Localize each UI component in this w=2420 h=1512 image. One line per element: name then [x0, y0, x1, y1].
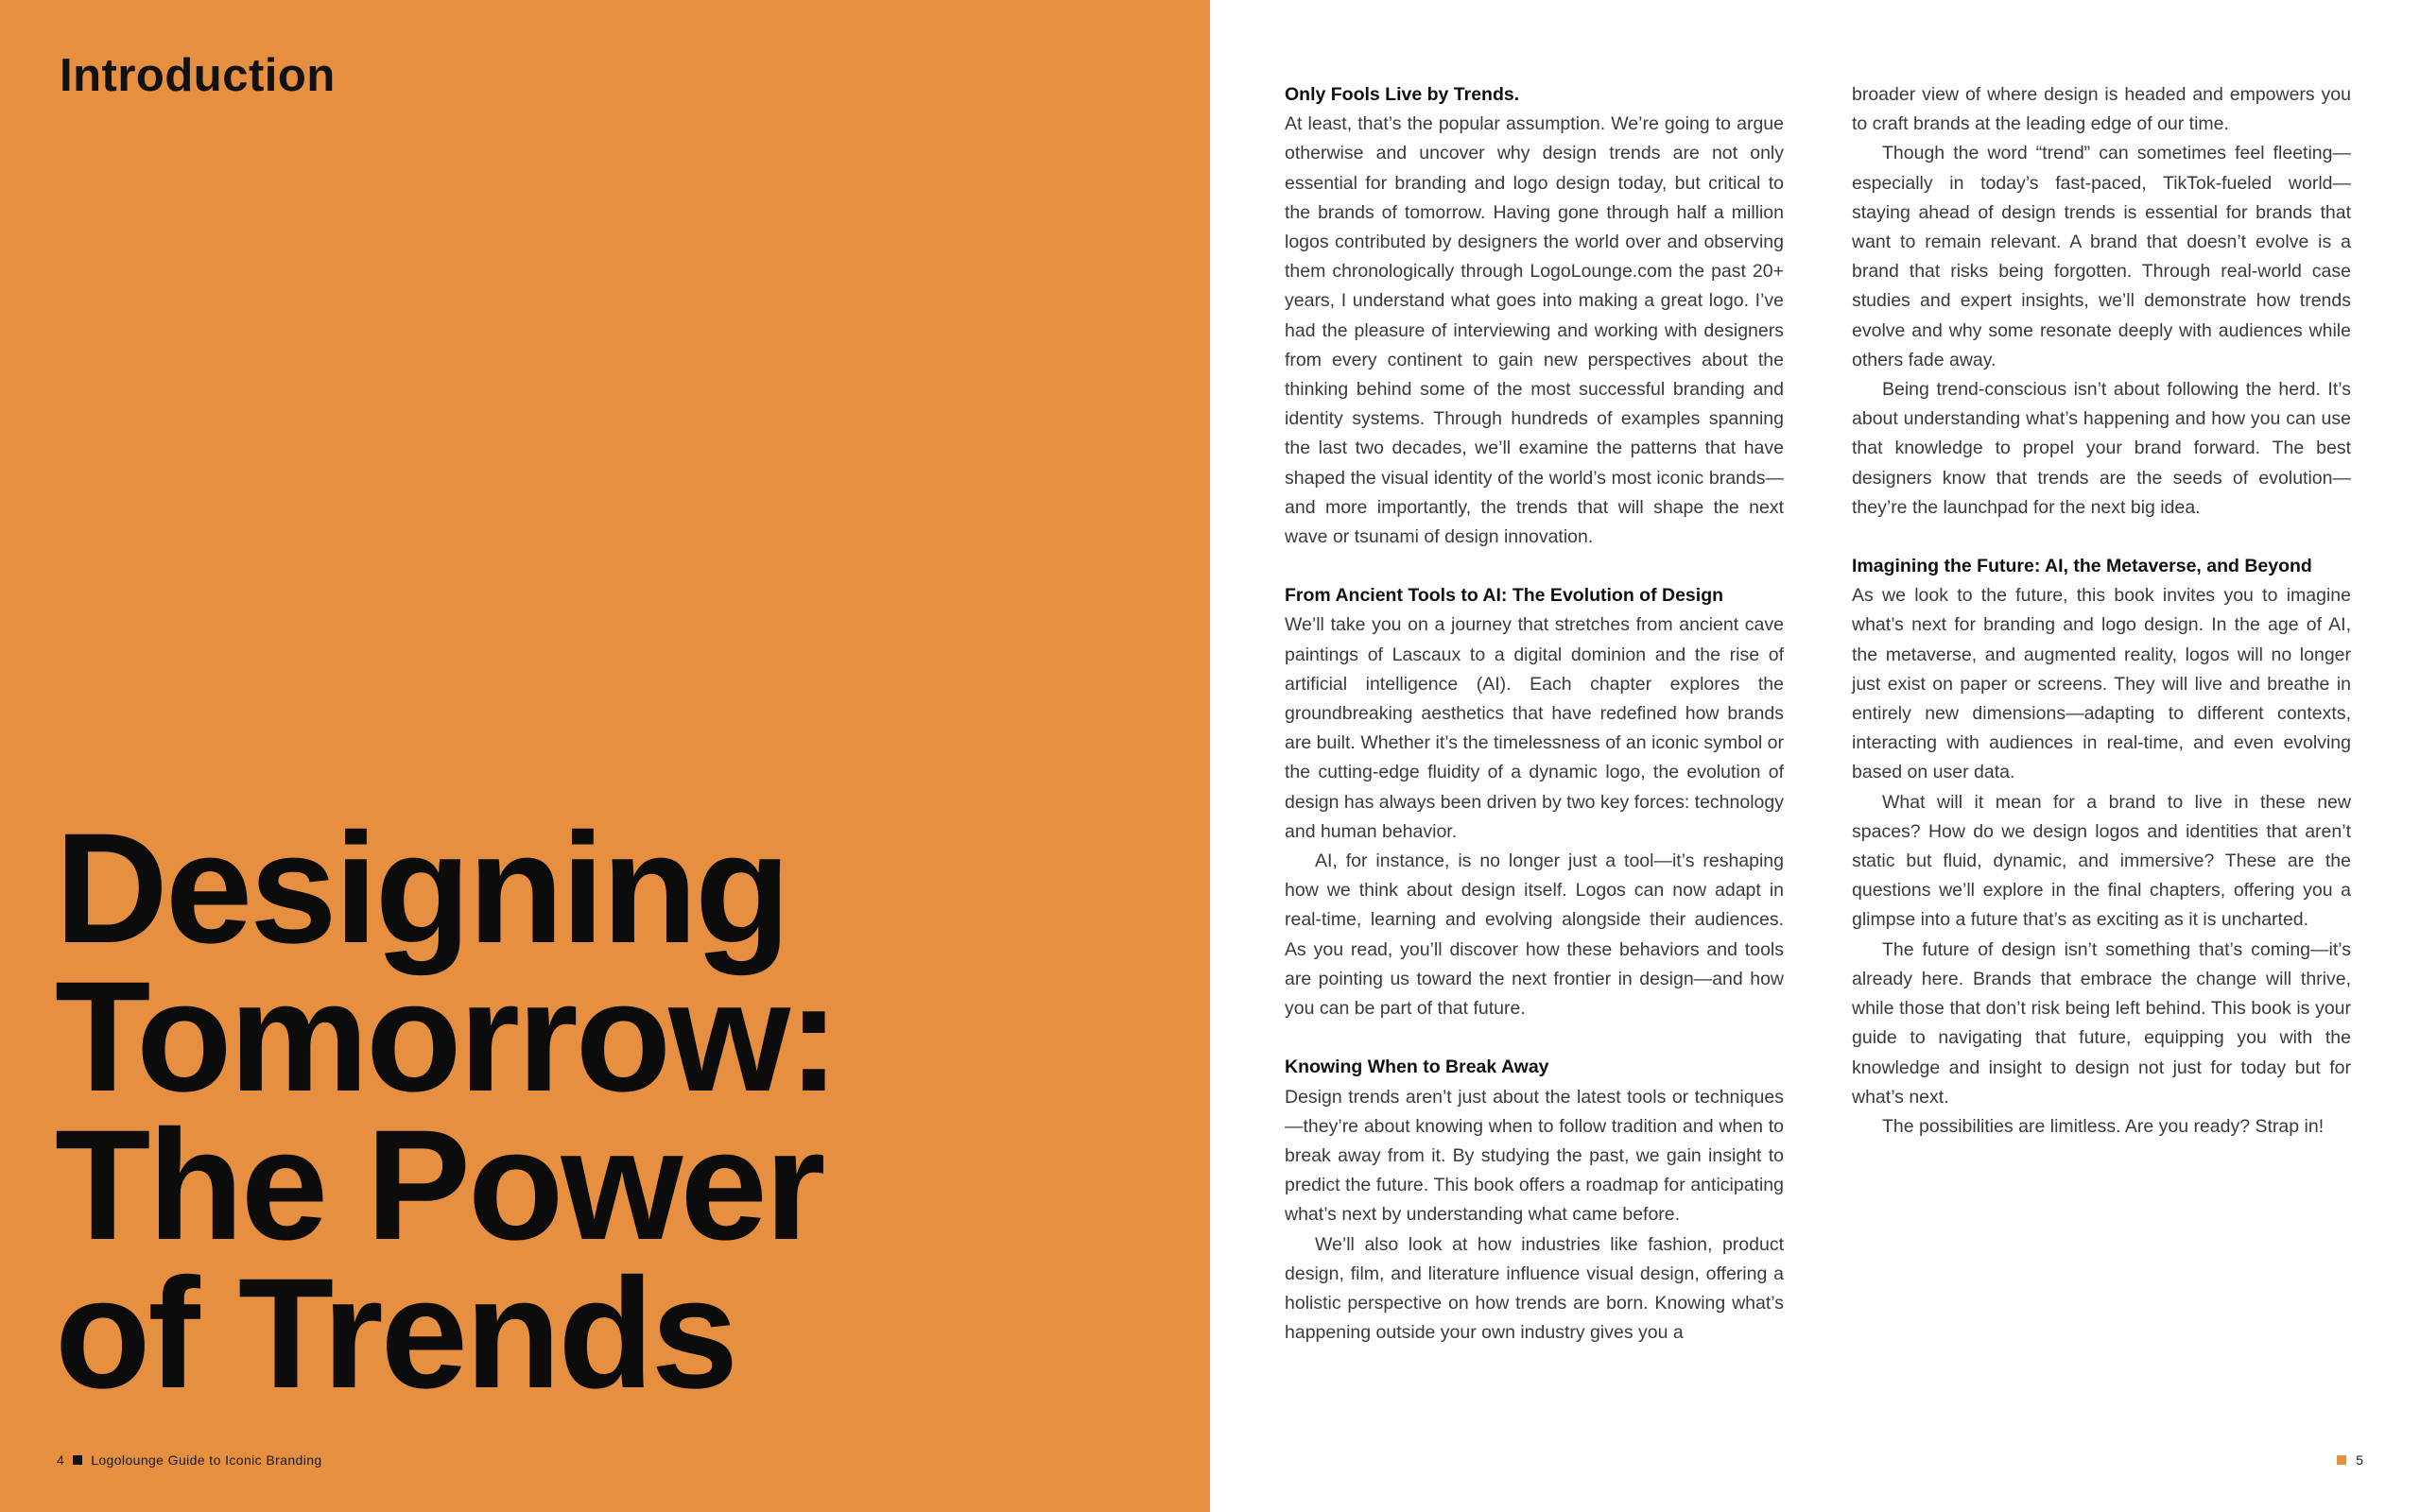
section-heading: Imagining the Future: AI, the Metaverse, and Beyond [1852, 556, 2312, 577]
text-column-2 [1852, 80, 2351, 1142]
square-bullet-icon [2337, 1455, 2346, 1465]
left-footer [57, 1452, 322, 1468]
body-paragraph: The future of design isn’t something that’s coming—it’s already here. Brands that embrace the change will thrive, while those that don’t risk being left behind. This book is your guide to navigating that future, equipping you with the knowledge and insight to design not just for today but for what’s next. [1852, 938, 2351, 1108]
body-paragraph: The possibilities are limitless. Are you ready? Strap in! [1882, 1115, 2325, 1137]
body-paragraph: Being trend-conscious isn’t about following the herd. It’s about understanding what’s happening and how you can use that knowledge to propel your brand forward. The best designers know that trends are the seeds of evolution—they’re the launchpad for the next big idea. [1852, 379, 2351, 518]
title-line: The Power [55, 1098, 823, 1273]
right-page-number: 5 [2356, 1452, 2363, 1468]
body-paragraph: Design trends aren’t just about the latest tools or techniques—they’re about knowing when to follow tradition and when to break away from it. By studying the past, we gain insight to predict the future. This book offers a roadmap for anticipating what’s next by understanding what came before. [1285, 1086, 1784, 1226]
right-footer [2337, 1452, 2363, 1468]
left-page-number: 4 [57, 1452, 65, 1468]
body-paragraph: broader view of where design is headed and empowers you to craft brands at the leading edge of our time. [1852, 84, 2351, 135]
chapter-title [55, 801, 1170, 1421]
section-heading: Only Fools Live by Trends. [1285, 84, 1520, 105]
body-paragraph: At least, that’s the popular assumption. We’re going to argue otherwise and uncover why design trends are not only essential for branding and logo design today, but critical to the brands of tomorrow. Having gone through half a million logos contributed by designers the world over and observing them chronologically through LogoLounge.com the past 20+ years, I understand what goes into making a great logo. I’ve had the pleasure of interviewing and working with designers from every continent to gain new perspectives about the thinking behind some of the most successful branding and identity systems. Through hundreds of examples spanning the last two decades, we’ll examine the patterns that have shaped the visual identity of the world’s most iconic brands—and more importantly, the trends that will shape the next wave or tsunami of design innovation. [1285, 113, 1784, 548]
body-paragraph: As we look to the future, this book invites you to imagine what’s next for branding and logo design. In the age of AI, the metaverse, and augmented reality, logos will no longer just exist on paper or screens. They will live and breathe in entirely new dimensions—adapting to different contexts, interacting with audiences in real-time, and even evolving based on user data. [1852, 585, 2351, 783]
section-label: Introduction [60, 50, 336, 101]
body-paragraph: AI, for instance, is no longer just a tool—it’s reshaping how we think about design itself. Logos can now adapt in real-time, learning and evolving alongside their audiences. As you read, you’ll discover how these behaviors and tools are pointing us toward the next frontier in design—and how you can be part of that future. [1285, 850, 1784, 1020]
square-bullet-icon [73, 1455, 82, 1465]
book-title: Logolounge Guide to Iconic Branding [91, 1452, 322, 1468]
title-line: Tomorrow: [55, 950, 838, 1125]
section-heading: Knowing When to Break Away [1285, 1057, 1549, 1078]
text-column-1 [1285, 80, 1784, 1348]
title-line: of Trends [55, 1246, 736, 1421]
body-paragraph: We’ll take you on a journey that stretches from ancient cave paintings of Lascaux to a digital dominion and the rise of artificial intelligence (AI). Each chapter explores the groundbreaking aesthetics that have redefined how brands are built. Whether it’s the timelessness of an iconic symbol or the cutting-edge fluidity of a dynamic logo, the evolution of design has always been driven by two key forces: technology and human behavior. [1285, 614, 1784, 842]
body-paragraph: We’ll also look at how industries like fashion, product design, film, and literature influence visual design, offering a holistic perspective on how trends are born. Knowing what’s happening outside your own industry gives you a [1285, 1233, 1784, 1344]
body-paragraph: Though the word “trend” can sometimes feel fleeting—especially in today’s fast-paced, TikTok-fueled world—staying ahead of design trends is essential for brands that want to remain relevant. A brand that doesn’t evolve is a brand that risks being forgotten. Through real-world case studies and expert insights, we’ll demonstrate how trends evolve and why some resonate deeply with audiences while others fade away. [1852, 143, 2351, 370]
title-line: Designing [55, 801, 788, 976]
body-paragraph: What will it mean for a brand to live in these new spaces? How do we design logos and identities that aren’t static but fluid, dynamic, and immersive? These are the questions we’ll explore in the final chapters, offering you a glimpse into a future that’s as exciting as it is uncharted. [1852, 791, 2351, 931]
section-heading: From Ancient Tools to AI: The Evolution of Design [1285, 585, 1724, 607]
